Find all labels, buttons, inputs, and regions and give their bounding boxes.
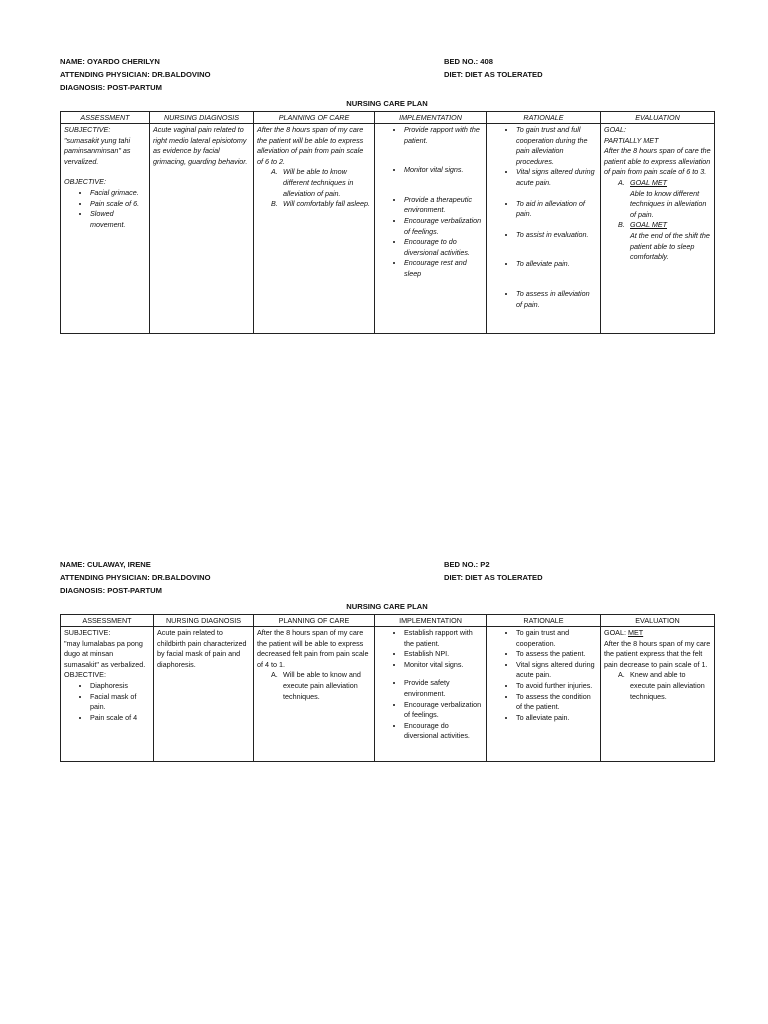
list-item: • Diaphoresis bbox=[90, 681, 150, 692]
goal-status: MET bbox=[627, 628, 644, 637]
list-marker: A. bbox=[271, 167, 278, 177]
diet: DIET: DIET AS TOLERATED bbox=[444, 573, 543, 582]
list-item: • Monitor vital signs. bbox=[404, 165, 483, 176]
header-assessment: ASSESSMENT bbox=[61, 615, 154, 627]
list-item: • Provide safety environment. bbox=[404, 678, 483, 699]
care-plan-1 bbox=[60, 55, 714, 334]
header-nursing-diagnosis: NURSING DIAGNOSIS bbox=[154, 615, 254, 627]
patient-header-row-1 bbox=[60, 55, 714, 68]
objective-list bbox=[64, 188, 146, 230]
header-evaluation: EVALUATION bbox=[601, 615, 715, 627]
list-item: • Pain scale of 6. bbox=[90, 199, 146, 210]
evaluation-list bbox=[604, 178, 711, 263]
goal-met-label: GOAL MET bbox=[630, 220, 668, 230]
patient-header-row-2 bbox=[60, 571, 714, 584]
header-rationale: RATIONALE bbox=[487, 112, 601, 124]
planning-intro: After the 8 hours span of my care the patient will be able to express alleviation of pain from pain scale of 6 to 2. bbox=[257, 125, 364, 166]
plan-title: NURSING CARE PLAN bbox=[346, 99, 428, 108]
list-item: • Establish NPI. bbox=[404, 649, 483, 660]
header-nursing-diagnosis: NURSING DIAGNOSIS bbox=[150, 112, 254, 124]
assessment-cell bbox=[61, 124, 150, 334]
list-item: • To gain trust and full cooperation during the pain alleviation procedures. bbox=[516, 125, 597, 167]
goal-label: GOAL: bbox=[604, 628, 626, 637]
list-item-text: Able to know different techniques in alleviation of pain. bbox=[630, 188, 707, 219]
header-evaluation: EVALUATION bbox=[601, 112, 715, 124]
evaluation-cell bbox=[601, 627, 715, 762]
diet: DIET: DIET AS TOLERATED bbox=[444, 70, 543, 79]
list-item: • To aid in alleviation of pain. bbox=[516, 199, 597, 220]
goal-line bbox=[604, 628, 711, 639]
list-item bbox=[618, 220, 711, 262]
nursing-diagnosis-cell: Acute vaginal pain related to right medio lateral episiotomy as evidence by facial grimacing, guarding behavior. bbox=[150, 124, 254, 334]
patient-header-row-2 bbox=[60, 68, 714, 81]
nursing-diagnosis-cell: Acute pain related to childbirth pain characterized by facial mask of pain and diaphoresis. bbox=[154, 627, 254, 762]
care-plan-table bbox=[60, 111, 715, 334]
list-item: • Facial grimace. bbox=[90, 188, 146, 199]
assessment-cell bbox=[61, 627, 154, 762]
rationale-cell bbox=[487, 124, 601, 334]
list-item-text: Will be able to know and execute pain alleviation techniques. bbox=[283, 670, 361, 701]
patient-name: NAME: CULAWAY, IRENE bbox=[60, 560, 151, 569]
list-item: • Monitor vital signs. bbox=[404, 660, 483, 671]
bed-number: BED NO.: 408 bbox=[444, 57, 493, 66]
header-planning: PLANNING OF CARE bbox=[254, 615, 375, 627]
diagnosis: DIAGNOSIS: POST-PARTUM bbox=[60, 586, 162, 595]
patient-header-row-1 bbox=[60, 558, 714, 571]
plan-title: NURSING CARE PLAN bbox=[346, 602, 428, 611]
planning-list bbox=[257, 670, 371, 702]
goal-label: GOAL: bbox=[604, 125, 626, 134]
list-item: • Vital signs altered during acute pain. bbox=[516, 660, 597, 681]
list-item bbox=[271, 670, 371, 702]
header-assessment: ASSESSMENT bbox=[61, 112, 150, 124]
goal-status: PARTIALLY MET bbox=[604, 135, 659, 145]
list-item: • To assess the patient. bbox=[516, 649, 597, 660]
list-item-text: At the end of the shift the patient able to sleep comfortably. bbox=[630, 230, 710, 262]
objective-label: OBJECTIVE: bbox=[64, 177, 106, 187]
header-implementation: IMPLEMENTATION bbox=[375, 112, 487, 124]
list-item: • Encourage do diversional activities. bbox=[404, 721, 483, 742]
evaluation-text: After the 8 hours span of care the patient able to express alleviation of pain from pain scale of 6 to 3. bbox=[604, 146, 711, 177]
implementation-cell bbox=[375, 627, 487, 762]
patient-name: NAME: OYARDO CHERILYN bbox=[60, 57, 160, 66]
goal-met-label: GOAL MET bbox=[630, 177, 668, 187]
diagnosis: DIAGNOSIS: POST-PARTUM bbox=[60, 83, 162, 92]
care-plan-2 bbox=[60, 558, 714, 762]
header-rationale: RATIONALE bbox=[487, 615, 601, 627]
list-item: • Encourage verbalization of feelings. bbox=[404, 700, 483, 721]
list-item: • Provide a therapeutic environment. bbox=[404, 195, 483, 216]
list-item: • Encourage to do diversional activities. bbox=[404, 237, 483, 258]
list-item: • Encourage rest and sleep bbox=[404, 258, 483, 279]
care-plan-table bbox=[60, 614, 715, 762]
list-item: • To assess in alleviation of pain. bbox=[516, 289, 597, 310]
list-item-text: Will comfortably fall asleep. bbox=[283, 199, 371, 209]
list-item: • To avoid further injuries. bbox=[516, 681, 597, 692]
table-header-row bbox=[61, 112, 715, 124]
evaluation-text: After the 8 hours span of my care the patient express that the felt pain decrease to pain scale of 1. bbox=[604, 638, 711, 669]
list-marker: A. bbox=[618, 670, 625, 680]
list-marker: A. bbox=[618, 177, 625, 187]
attending-physician: ATTENDING PHYSICIAN: DR.BALDOVINO bbox=[60, 573, 211, 582]
planning-cell bbox=[254, 627, 375, 762]
list-item: • Vital signs altered during acute pain. bbox=[516, 167, 597, 188]
list-item bbox=[271, 199, 371, 210]
list-item: • Provide rapport with the patient. bbox=[404, 125, 483, 146]
attending-physician: ATTENDING PHYSICIAN: DR.BALDOVINO bbox=[60, 70, 211, 79]
list-item: • Slowed movement. bbox=[90, 209, 146, 230]
header-planning: PLANNING OF CARE bbox=[254, 112, 375, 124]
table-row bbox=[61, 627, 715, 762]
list-item: • Facial mask of pain. bbox=[90, 692, 150, 713]
planning-cell bbox=[254, 124, 375, 334]
subjective-label: SUBJECTIVE: bbox=[64, 125, 111, 134]
objective-list bbox=[64, 681, 150, 723]
rationale-list bbox=[490, 628, 597, 723]
table-row bbox=[61, 124, 715, 334]
list-item: • To alleviate pain. bbox=[516, 713, 597, 724]
planning-intro: After the 8 hours span of my care the patient will be able to express decreased felt pain from pain scale of 4 to 1. bbox=[257, 628, 369, 669]
rationale-cell bbox=[487, 627, 601, 762]
subjective-text: "may lumalabas pa pong dugo at minsan sumasakit" as verbalized. bbox=[64, 638, 146, 669]
list-item: • To gain trust and cooperation. bbox=[516, 628, 597, 649]
evaluation-list bbox=[604, 670, 711, 702]
planning-list bbox=[257, 167, 371, 209]
implementation-list bbox=[378, 628, 483, 742]
list-item: • Establish rapport with the patient. bbox=[404, 628, 483, 649]
subjective-text: "sumasakit yung tahi paminsanminsan" as vervalized. bbox=[64, 135, 131, 166]
list-item: • To assist in evaluation. bbox=[516, 230, 597, 241]
patient-header-row-3 bbox=[60, 81, 714, 94]
header-implementation: IMPLEMENTATION bbox=[375, 615, 487, 627]
list-item bbox=[618, 670, 711, 702]
list-item-text: Knew and able to execute pain alleviation techniques. bbox=[630, 670, 705, 701]
rationale-list bbox=[490, 125, 597, 310]
objective-label: OBJECTIVE: bbox=[64, 670, 106, 680]
list-item: • To assess the condition of the patient. bbox=[516, 692, 597, 713]
list-marker: B. bbox=[618, 220, 625, 230]
evaluation-cell bbox=[601, 124, 715, 334]
list-marker: A. bbox=[271, 670, 278, 680]
subjective-label: SUBJECTIVE: bbox=[64, 628, 111, 637]
list-item: • To alleviate pain. bbox=[516, 259, 597, 270]
list-item-text: Will be able to know different techniques in alleviation of pain. bbox=[283, 167, 354, 198]
list-item: • Encourage verbalization of feelings. bbox=[404, 216, 483, 237]
list-marker: B. bbox=[271, 199, 278, 209]
list-item: • Pain scale of 4 bbox=[90, 713, 150, 724]
implementation-list bbox=[378, 125, 483, 280]
table-header-row bbox=[61, 615, 715, 627]
list-item bbox=[618, 177, 711, 220]
patient-header-row-3 bbox=[60, 584, 714, 597]
bed-number: BED NO.: P2 bbox=[444, 560, 490, 569]
implementation-cell bbox=[375, 124, 487, 334]
list-item bbox=[271, 167, 371, 199]
